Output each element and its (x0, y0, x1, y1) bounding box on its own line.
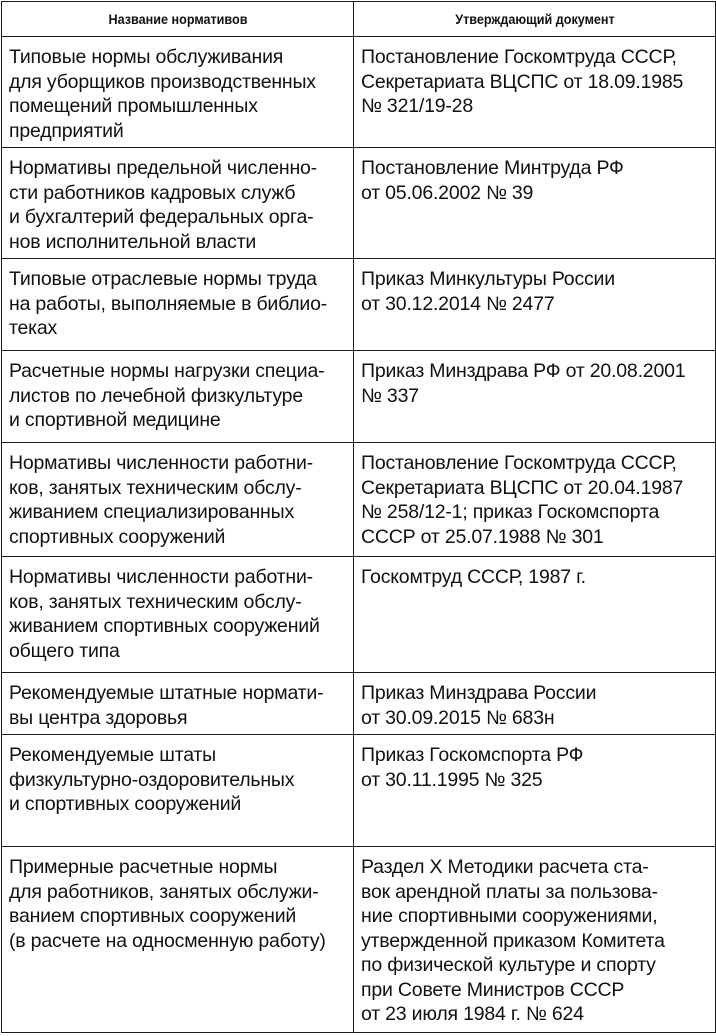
table-row (2, 259, 716, 351)
norm-name-cell (2, 351, 354, 443)
approving-document-cell (354, 443, 716, 557)
norm-name-line: Рекомендуемые штаты (9, 744, 216, 766)
table-row (2, 735, 716, 847)
norm-name-line: Нормативы численности работни- (9, 566, 313, 588)
approving-document-line: Постановление Госкомтруда СССР, (361, 452, 677, 474)
norm-name-cell (2, 148, 354, 259)
approving-document-line: Раздел X Методики расчета ста- (361, 856, 649, 878)
approving-document-line: Приказ Госкомспорта РФ (361, 744, 584, 766)
table-row (2, 351, 716, 443)
approving-document-cell (354, 37, 716, 148)
norm-name-line: Рекомендуемые штатные нормати- (9, 682, 324, 704)
approving-document-cell (354, 351, 716, 443)
norm-name-line: ков, занятых техническим обслу- (9, 590, 302, 613)
table-row (2, 673, 716, 735)
norm-name-cell (2, 735, 354, 847)
approving-document-line: Приказ Минкультуры России (361, 268, 615, 290)
header-norm-name: Название нормативов (19, 2, 336, 37)
approving-document-line: Секретариата ВЦСПС от 18.09.1985 (361, 70, 684, 93)
approving-document-cell (354, 847, 716, 1033)
norm-name-line: помещений промышленных (9, 95, 258, 117)
norm-name-line: предприятий (9, 119, 124, 142)
norm-name-cell (2, 259, 354, 351)
norm-name-line: Расчетные нормы нагрузки специа- (9, 360, 325, 382)
norm-name-line: ванием спортивных сооружений (9, 905, 297, 927)
approving-document-line: по физической культуре и спорту (361, 954, 656, 976)
table-row (2, 148, 716, 259)
norm-name-line: общего типа (9, 639, 120, 662)
approving-document-cell (354, 148, 716, 259)
norm-name-line: живанием специализированных (9, 501, 294, 523)
norm-name-line: (в расчете на односменную работу) (9, 929, 326, 952)
approving-document-line: Приказ Минздрава РФ от 20.08.2001 (361, 360, 686, 382)
approving-document-line: Приказ Минздрава России (361, 682, 597, 704)
norm-name-line: спортивных сооружений (9, 525, 226, 548)
norm-name-line: Типовые отраслевые нормы труда (9, 268, 317, 290)
norm-name-cell (2, 673, 354, 735)
table-row (2, 847, 716, 1033)
approving-document-line: от 05.06.2002 № 39 (361, 181, 534, 204)
norm-name-line: вы центра здоровья (9, 706, 188, 729)
norm-name-line: Нормативы предельной численно- (9, 157, 317, 179)
norm-name-line: нов исполнительной власти (9, 230, 257, 253)
norm-name-line: живанием спортивных сооружений (9, 615, 320, 637)
approving-document-line: от 30.12.2014 № 2477 (361, 292, 555, 315)
approving-document-cell (354, 557, 716, 673)
approving-document-cell (354, 259, 716, 351)
table-row (2, 443, 716, 557)
table-row (2, 557, 716, 673)
approving-document-line: Госкомтруд СССР, 1987 г. (361, 566, 586, 588)
norm-name-line: Нормативы численности работни- (9, 452, 313, 474)
norm-name-line: и бухгалтерий федеральных орга- (9, 206, 314, 228)
norm-name-cell (2, 847, 354, 1033)
norm-name-line: и спортивных сооружений (9, 793, 242, 815)
norms-table (1, 1, 716, 1033)
approving-document-line: от 30.09.2015 № 683н (361, 706, 555, 729)
approving-document-line: Постановление Госкомтруда СССР, (361, 46, 677, 68)
norm-name-line: и спортивной медицине (9, 409, 221, 431)
norm-name-line: листов по лечебной физкультуре (9, 384, 303, 407)
table-body (2, 37, 716, 1033)
approving-document-line: при Совете Министров СССР (361, 978, 625, 1001)
approving-document-line: № 337 (361, 384, 419, 407)
table-header-row (2, 2, 716, 37)
norm-name-line: Примерные расчетные нормы (9, 856, 278, 878)
norm-name-cell (2, 557, 354, 673)
norm-name-line: для работников, занятых обслужи- (9, 880, 319, 903)
norm-name-line: физкультурно-оздоровительных (9, 768, 295, 791)
norm-name-line: для уборщиков производственных (9, 70, 316, 93)
norm-name-line: Типовые нормы обслуживания (9, 46, 284, 68)
norm-name-line: на работы, выполняемые в библио- (9, 292, 328, 315)
approving-document-line: Секретариата ВЦСПС от 20.04.1987 (361, 476, 684, 499)
norm-name-line: теках (9, 317, 58, 339)
header-approving-document: Утверждающий документ (372, 2, 698, 37)
approving-document-line: от 30.11.1995 № 325 (361, 768, 543, 791)
norm-name-line: сти работников кадровых служб (9, 181, 296, 204)
approving-document-line: утвержденной приказом Комитета (361, 929, 665, 952)
table-row (2, 37, 716, 148)
approving-document-line: № 321/19-28 (361, 95, 473, 117)
approving-document-cell (354, 735, 716, 847)
norm-name-cell (2, 37, 354, 148)
norm-name-line: ков, занятых техническим обслу- (9, 476, 302, 499)
approving-document-line: № 258/12-1; приказ Госкомспорта (361, 501, 660, 523)
approving-document-line: ние спортивными сооружениями, (361, 905, 658, 927)
approving-document-line: Постановление Минтруда РФ (361, 157, 624, 179)
norm-name-cell (2, 443, 354, 557)
approving-document-line: от 23 июля 1984 г. № 624 (361, 1003, 584, 1025)
approving-document-line: вок арендной платы за пользова- (361, 880, 658, 903)
approving-document-cell (354, 673, 716, 735)
approving-document-line: СССР от 25.07.1988 № 301 (361, 525, 604, 548)
